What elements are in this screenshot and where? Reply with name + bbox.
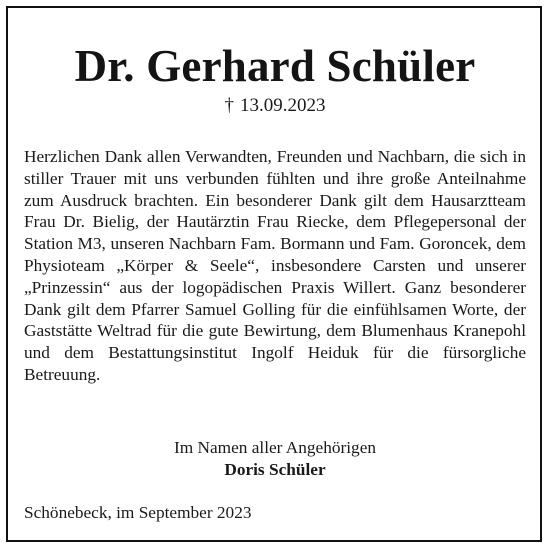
place-and-date: Schönebeck, im September 2023 <box>24 503 252 522</box>
death-date-line <box>0 94 550 118</box>
death-date: 13.09.2023 <box>240 95 326 116</box>
cross-icon: † <box>224 95 234 116</box>
signer-name: Doris Schüler <box>224 460 326 479</box>
deceased-name: Dr. Gerhard Schüler <box>74 41 476 91</box>
signature-block <box>0 437 550 481</box>
thank-you-text: Herzlichen Dank allen Verwandten, Freunden und Nachbarn, die sich in stiller Trauer mit uns verbunden fühlten und ihre große Anteilnahme zum Ausdruck brachten. Ein besonderer Dank gilt dem Hausarztteam Frau Dr. Bielig, der Hautärztin Frau Riecke, dem Pflegepersonal der Station M3, unseren Nachbarn Fam. Bormann und Fam. Goroncek, dem Physioteam „Körper & Seele“, insbesondere Carsten und unserer „Prinzessin“ aus der logopädischen Praxis Willert. Ganz besonderer Dank gilt dem Pfarrer Samuel Golling für die einfühlsamen Worte, der Gaststätte Weltrad für die gute Bewirtung, dem Blumenhaus Kranepohl und dem Bestattungsinstitut Ingolf Heiduk für die fürsorgliche Betreuung. <box>24 147 526 384</box>
signature-intro: Im Namen aller Angehörigen <box>173 438 377 457</box>
